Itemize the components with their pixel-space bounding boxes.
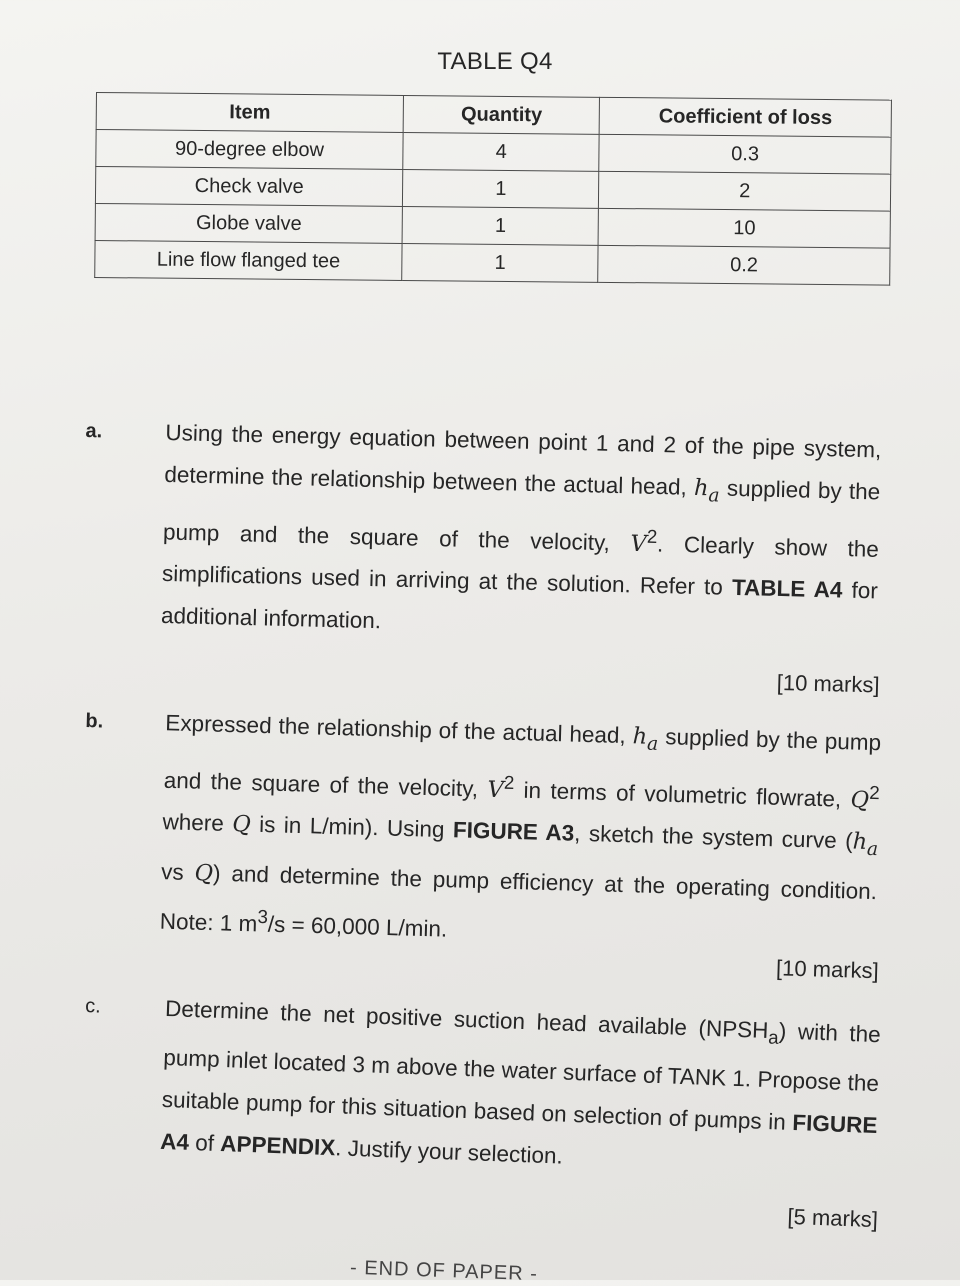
question-b-text	[159, 702, 881, 962]
text-run: Using the energy equation between point 1 and 2 of the pipe system, determine the relationship between the actual head,	[164, 419, 882, 500]
symbol-h: h	[632, 723, 648, 750]
subscript-a: a	[767, 1026, 780, 1048]
text-run: vs	[160, 858, 195, 885]
symbol-q: Q	[231, 811, 252, 838]
question-b-label: b.	[85, 709, 104, 733]
text-run: supplied by the pump and the square of the velocity,	[163, 724, 882, 802]
text-run: in terms of volumetric flowrate,	[513, 776, 851, 812]
symbol-sub-a: a	[708, 484, 720, 507]
question-a-label: a.	[85, 419, 103, 443]
text-run: is in L/min). Using	[250, 811, 454, 843]
cell-quantity: 1	[402, 206, 599, 245]
text-run: . Justify your selection.	[334, 1134, 564, 1169]
text-run: Expressed the relationship of the actual head,	[165, 710, 634, 749]
text-run: ) and determine the pump efficiency at the operating condition. Note: 1 m	[159, 860, 878, 936]
reference-figure-a4: FIGURE A4	[159, 1109, 878, 1155]
text-run: /s = 60,000 L/min.	[267, 911, 448, 942]
text-run: where	[162, 809, 233, 837]
question-c-label: c.	[84, 994, 102, 1018]
reference-figure-a3: FIGURE A3	[452, 817, 575, 846]
cell-coefficient: 0.3	[599, 134, 891, 174]
symbol-v: V	[487, 776, 505, 803]
text-run: Determine the net positive suction head available (NPSH	[164, 995, 769, 1044]
question-b	[85, 700, 886, 984]
superscript-2: 2	[646, 525, 658, 547]
reference-appendix: APPENDIX	[219, 1130, 336, 1160]
superscript-2: 2	[869, 781, 881, 803]
cell-item: Line flow flanged tee	[95, 240, 403, 280]
header-quantity: Quantity	[403, 95, 600, 134]
symbol-q: Q	[194, 859, 214, 887]
text-run: supplied by the pump and the square of the velocity,	[162, 475, 881, 556]
text-run: of	[188, 1129, 221, 1156]
end-of-paper: - END OF PAPER -	[349, 1256, 539, 1286]
text-run: ) with the pump inlet located 3 m above the water surface of TANK 1. Propose the suitable pump for this situation based on selection of pumps in	[161, 1018, 882, 1135]
question-c	[84, 985, 885, 1233]
cell-item: 90-degree elbow	[96, 130, 404, 170]
cell-quantity: 4	[403, 132, 600, 171]
cell-quantity: 1	[403, 169, 600, 208]
symbol-sub-a: a	[866, 838, 879, 860]
question-c-text	[160, 988, 882, 1189]
reference-table-a4: TABLE A4	[731, 574, 843, 603]
table-row	[95, 240, 890, 285]
header-coefficient: Coefficient of loss	[599, 97, 891, 137]
cell-coefficient: 0.2	[598, 245, 890, 285]
symbol-h: h	[693, 474, 709, 502]
cell-item: Globe valve	[95, 203, 403, 243]
cell-coefficient: 10	[598, 208, 890, 248]
header-item: Item	[96, 93, 404, 133]
symbol-sub-a: a	[646, 733, 659, 755]
question-a	[85, 410, 886, 698]
symbol-v: V	[630, 530, 647, 557]
question-a-text	[160, 412, 881, 654]
symbol-q: Q	[850, 786, 870, 813]
question-a-marks: [10 marks]	[776, 669, 880, 698]
text-run: for additional information.	[160, 577, 879, 634]
cell-quantity: 1	[402, 243, 599, 282]
text-run: . Clearly show the simplifications used in arriving at the solution. Refer to	[161, 530, 880, 600]
question-c-marks: [5 marks]	[787, 1203, 879, 1233]
loss-coefficient-table	[94, 92, 892, 286]
cell-item: Check valve	[95, 167, 403, 207]
text-run: , sketch the system curve (	[573, 820, 854, 854]
table-title: TABLE Q4	[437, 48, 553, 75]
superscript-3: 3	[257, 905, 269, 927]
cell-coefficient: 2	[599, 171, 891, 211]
question-b-marks: [10 marks]	[775, 955, 880, 984]
symbol-h: h	[852, 828, 868, 855]
superscript-2: 2	[503, 771, 515, 793]
